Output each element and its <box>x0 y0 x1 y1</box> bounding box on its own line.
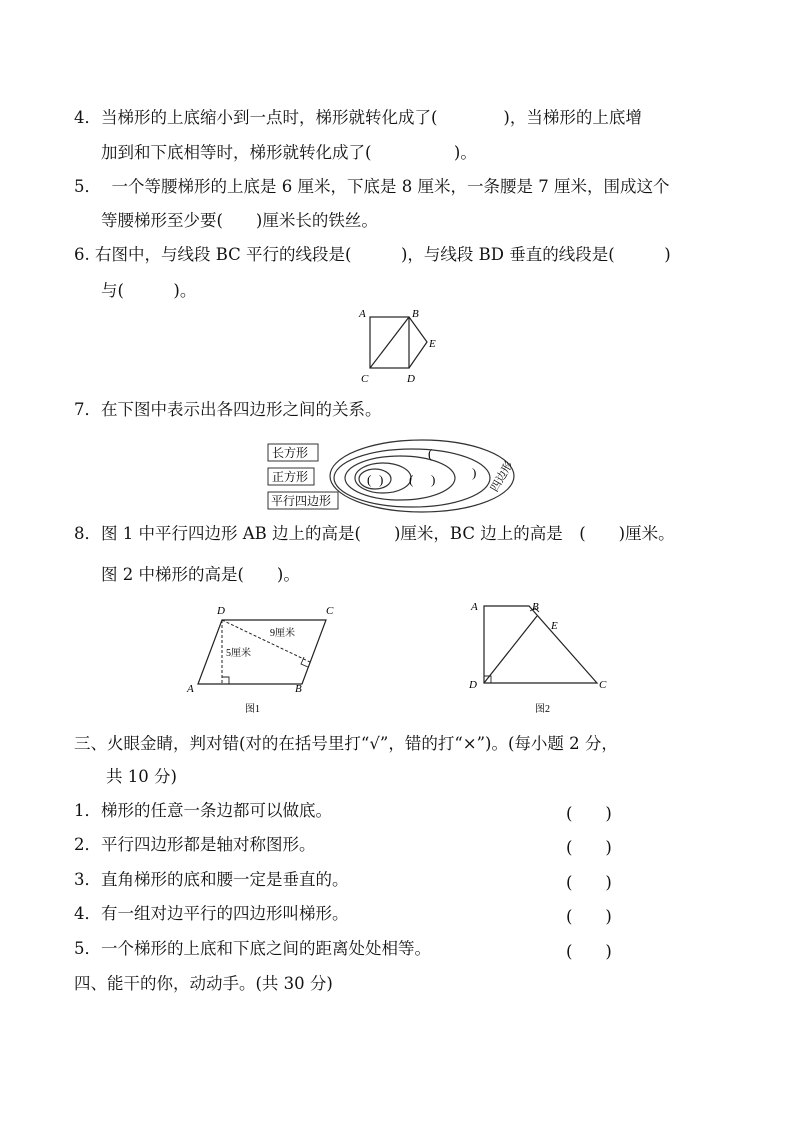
answer-bracket-4[interactable]: ( ) <box>566 907 612 926</box>
paren-2-close: ) <box>431 472 436 487</box>
label-d: D <box>407 373 415 385</box>
q6-figure <box>355 305 445 387</box>
question-5-line-1: 5． 一个等腰梯形的上底是 6 厘米，下底是 8 厘米，一条腰是 7 厘米，围成这个 <box>74 177 670 196</box>
paren-3: ( <box>428 446 433 461</box>
box-parallelogram <box>268 492 338 509</box>
length-5cm: 5厘米 <box>226 648 251 659</box>
answer-bracket-5[interactable]: ( ) <box>566 942 612 961</box>
judge-item-1: 1．梯形的任意一条边都可以做底。 <box>74 801 332 820</box>
q8-figure-1 <box>183 600 343 715</box>
length-9cm: 9厘米 <box>270 628 295 639</box>
label-c: C <box>599 679 607 691</box>
judge-item-2: 2．平行四边形都是轴对称图形。 <box>74 835 316 854</box>
box-rectangle <box>268 444 318 461</box>
section-3-heading-line-2: 共 10 分) <box>106 767 177 786</box>
answer-bracket-2[interactable]: ( ) <box>566 838 612 857</box>
question-8-line-1: 8．图 1 中平行四边形 AB 边上的高是( )厘米，BC 边上的高是 ( )厘米。 <box>74 524 675 543</box>
box-square <box>268 468 314 485</box>
box-square-label: 正方形 <box>272 470 309 484</box>
box-parallelogram-label: 平行四边形 <box>271 494 332 508</box>
label-b: B <box>412 308 419 320</box>
answer-bracket-3[interactable]: ( ) <box>566 873 612 892</box>
label-a: A <box>471 601 478 613</box>
label-c: C <box>326 605 334 617</box>
paren-4-close: ) <box>472 465 477 480</box>
question-8-line-2: 图 2 中梯形的高是( )。 <box>101 565 300 584</box>
paren-2: ( <box>409 472 414 487</box>
paren-1: ( <box>367 472 372 487</box>
right-angle-mark-2 <box>301 657 308 667</box>
judge-item-4: 4．有一组对边平行的四边形叫梯形。 <box>74 904 349 923</box>
segment-bc <box>370 317 409 368</box>
question-6-line-2: 与( )。 <box>101 281 197 300</box>
right-angle-mark-1 <box>222 677 229 684</box>
q7-figure <box>262 428 528 514</box>
label-d: D <box>469 679 477 691</box>
label-c: C <box>361 373 369 385</box>
segment-de <box>484 616 537 683</box>
label-b: B <box>532 601 539 613</box>
judge-item-5: 5．一个梯形的上底和下底之间的距离处处相等。 <box>74 939 431 958</box>
label-a: A <box>359 308 366 320</box>
question-6-line-1: 6. 右图中，与线段 BC 平行的线段是( )，与线段 BD 垂直的线段是( ) <box>74 245 671 264</box>
box-rectangle-label: 长方形 <box>272 446 309 460</box>
ellipse-rectangle <box>345 456 455 500</box>
paren-1-close: ) <box>379 472 384 487</box>
triangle-bed <box>409 317 427 368</box>
question-4-line-1: 4．当梯形的上底缩小到一点时，梯形就转化成了( )，当梯形的上底增 <box>74 108 642 127</box>
caption-fig2: 图2 <box>535 704 550 715</box>
judge-item-3: 3．直角梯形的底和腰一定是垂直的。 <box>74 870 349 889</box>
caption-fig1: 图1 <box>245 704 260 715</box>
section-3-heading-line-1: 三、火眼金睛，判对错(对的在括号里打“√”，错的打“×”)。(每小题 2 分， <box>74 734 618 753</box>
label-a: A <box>187 683 194 695</box>
trapezoid-abcd <box>484 606 597 683</box>
label-e: E <box>429 338 436 350</box>
ellipse-inner <box>359 469 391 489</box>
label-quadrilateral: 四边形 <box>488 459 516 495</box>
label-e: E <box>551 620 558 632</box>
label-d: D <box>217 605 225 617</box>
ellipse-quadrilateral <box>330 440 514 512</box>
q8-figure-2 <box>463 596 618 715</box>
question-5-line-2: 等腰梯形至少要( )厘米长的铁丝。 <box>101 211 378 230</box>
question-4-line-2: 加到和下底相等时，梯形就转化成了( )。 <box>101 143 477 162</box>
label-b: B <box>295 683 302 695</box>
parallelogram-abcd <box>198 620 326 684</box>
answer-bracket-1[interactable]: ( ) <box>566 804 612 823</box>
question-7-line-1: 7．在下图中表示出各四边形之间的关系。 <box>74 400 382 419</box>
section-4-heading: 四、能干的你，动动手。(共 30 分) <box>74 974 333 993</box>
